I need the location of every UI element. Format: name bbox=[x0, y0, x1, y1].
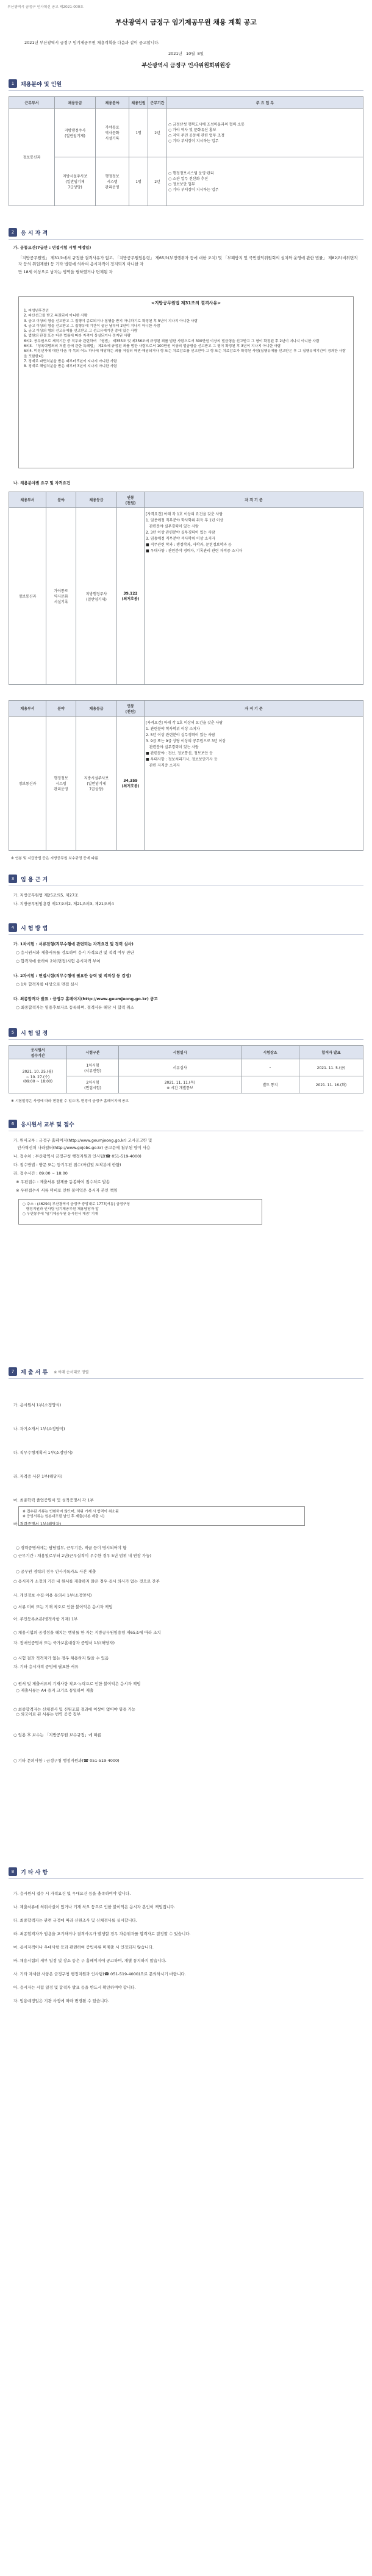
table-row bbox=[9, 508, 363, 685]
section-title: 채용분야 및 인원 bbox=[21, 81, 62, 88]
qualification-cell: [자격요건] 아래 각 1호 이상의 요건을 갖춘 사람 1. 임용예정 직무분야 학사학위 취득 후 1년 이상 관련분야 실무경력이 있는 사람 2. 3년 이상 관련분야 실무경력이 있는 사람 3. 임용예정 직무분야 석사학위 이상 소지자 ■ 직무관련 학과 : 행정학과, 사학과, 문헌정보학과 등 ■ 우대사항 : 관련분야 경력자, 기록관리 관련 자격증 소지자 bbox=[145, 508, 363, 685]
application-item: 라. 접수시간 : 09:00 ~ 18:00 bbox=[13, 1171, 68, 1176]
legal-basis-item: 나. 지방공무원임용령 제17조의2, 제21조의3, 제21조의4 bbox=[13, 901, 114, 906]
grade-cell: 지방행정주사 (일반임기제) bbox=[76, 508, 117, 685]
salary-cell: 34,359 (최저호봉) bbox=[117, 717, 145, 851]
col-header: 채용부서 bbox=[9, 701, 46, 717]
note-item: ○ 서류 미비 또는 기재 착오로 인한 불이익은 응시자 책임 bbox=[13, 1605, 113, 1609]
disqualification-item: 3. 금고 이상의 형을 선고받고 그 집행이 종료되거나 집행을 받지 아니하기로 확정된 후 5년이 지나지 아니한 사람 bbox=[24, 319, 198, 323]
additional-notes bbox=[13, 1534, 161, 1782]
exam-date-cell: 2021. 11. 11.(목) ※ 시간 개별통보 bbox=[119, 1076, 241, 1093]
salary-note: ※ 연봉 및 지급방법 등은 지방공무원 보수규정 등에 따름 bbox=[11, 857, 98, 860]
disqualification-item: 7. 징계로 파면처분을 받은 때부터 5년이 지나지 아니한 사람 bbox=[24, 359, 117, 363]
misc-item: 라. 최종합격자가 임용을 포기하거나 결격사유가 발생할 경우 차순위자를 합격자로 결정할 수 있습니다. bbox=[13, 1931, 191, 1936]
document-item: 바. 경력증명서 1부(해당자) bbox=[13, 1522, 62, 1526]
salary-cell: 39,122 (최저호봉) bbox=[117, 508, 145, 685]
section-title: 제 출 서 류 bbox=[21, 1369, 48, 1376]
exam-step: 다. 최종합격자 발표 : 금정구 홈페이지(http://www.geumjeong.go.kr) 공고 bbox=[13, 996, 158, 1001]
count-cell: 1명 bbox=[129, 109, 148, 157]
period-cell: 2년 bbox=[148, 109, 167, 157]
section-number: 5 bbox=[9, 1028, 17, 1037]
note-item: ○ 채용시험의 공정성을 해치는 행위를 한 자는 지방공무원임용령 제65조에 따라 조치 bbox=[13, 1630, 161, 1635]
duties-cell: ○ 금정산성 행복도시에 조성마을과의 협력·소통 ○ 가야 역사 및 문화유산 홍보 ○ 지역 주민 공동체 관련 업무 조정 ○ 기타 부서장이 지시하는 업무 bbox=[167, 109, 363, 157]
document-item: ○ 공무원 경력의 경우 인사기록카드 사본 제출 bbox=[13, 1569, 96, 1574]
disqualification-item: 6. 법원의 판결 또는 다른 법률에 따라 자격이 상실되거나 정지된 사람 bbox=[24, 334, 131, 338]
field-cell: 행정정보 시스템 관리운영 bbox=[46, 717, 76, 851]
note-item: ○ 시험 결과 적격자가 없는 경우 채용하지 않을 수 있음 bbox=[13, 1656, 109, 1661]
document-item: 나. 자기소개서 1부(소정양식) bbox=[13, 1426, 65, 1431]
exam-type-cell: 1차시험 (서류전형) bbox=[67, 1059, 119, 1076]
grade-cell: 지방시설주사보 (일반임기제 7급상당) bbox=[76, 717, 117, 851]
disqualification-item: 2. 파산선고를 받고 복권되지 아니한 사람 bbox=[24, 314, 88, 318]
misc-item: 다. 최종합격자는 관련 규정에 따라 신원조사 및 신체검사를 실시합니다. bbox=[13, 1918, 137, 1923]
col-header: 근무부서 bbox=[9, 97, 55, 109]
exam-detail: ○ 응시원서와 제출서류를 검토하여 응시 자격요건 및 적격 여부 판단 bbox=[13, 950, 134, 955]
section-3-header bbox=[9, 873, 48, 884]
exam-type-cell: 2차시험 (면접시험) bbox=[67, 1076, 119, 1093]
document-item: 자. 장애인증명서 또는 국가보훈대상자 증명서 1부(해당자) bbox=[13, 1640, 115, 1645]
document-warning-box bbox=[18, 1506, 305, 1526]
mailing-address-line: ○ 우편봉투에 '임기제공무원 응시원서 재중' 기재 bbox=[23, 1212, 98, 1217]
section-title: 임 용 근 거 bbox=[21, 876, 48, 883]
exam-detail: ○ 합격자에 한하여 2차(면접)시험 응시자격 부여 bbox=[13, 959, 101, 964]
misc-item: 마. 응시자격이나 우대사항 등과 관련하여 증빙서류 미제출 시 인정되지 않습니다. bbox=[13, 1945, 154, 1950]
field-cell: 행정정보 시스템 관리운영 bbox=[96, 157, 129, 206]
section-number: 2 bbox=[9, 228, 17, 237]
mailing-address-box bbox=[18, 1199, 262, 1225]
count-cell: 1명 bbox=[129, 157, 148, 206]
section-title: 기 타 사 항 bbox=[21, 1869, 48, 1876]
misc-item: 자. 임용예정일은 기관 사정에 따라 변경될 수 있습니다. bbox=[13, 1998, 109, 2003]
disqualification-title: <지방공무원법 제31조의 결격사유> bbox=[151, 301, 221, 306]
disqualification-item: 8. 징계로 해임처분을 받은 때부터 3년이 지나지 아니한 사람 bbox=[24, 365, 117, 369]
document-item: 마. 최종학력 졸업증명서 및 성적증명서 각 1부 bbox=[13, 1498, 94, 1503]
col-header: 연봉 (천원) bbox=[117, 701, 145, 717]
note-item: ○ 최종합격자는 신체검사 및 신원조회 결과에 이상이 없어야 임용 가능 bbox=[13, 1707, 136, 1712]
document-item: ○ 제출서류는 A4 용지 크기로 통일하여 제출 bbox=[13, 1688, 94, 1693]
disqualification-item: 6의3. 「성폭력범죄의 처벌 등에 관한 특례법」 제2조에 규정된 죄를 범한 사람으로서 100만원 이상의 벌금형을 선고받고 그 형이 확정된 후 3년이 지나지 아니한 사람 bbox=[24, 345, 281, 349]
requirement-item: 「지방공무원법」 제31조에서 규정한 결격사유가 없고, 「지방공무원임용령」 제65조(부정행위자 등에 대한 조치) 및 「부패방지 및 국민권익위원회의 설치와 운영에 관한 법률」 제82조(비위면직자 등의 취업제한) 등 기타 법령에 의하여 응시자격이 정지되지 아니한 자 bbox=[18, 256, 358, 267]
subsection-heading: 나. 채용분야별 요구 및 자격요건 bbox=[13, 481, 71, 485]
section-divider bbox=[9, 934, 363, 935]
document-item: 다. 직무수행계획서 1부(소정양식) bbox=[13, 1450, 73, 1455]
col-header: 채용등급 bbox=[55, 97, 96, 109]
section-title: 응 시 자 격 bbox=[21, 230, 48, 237]
note-item: ○ 근무기간 : 채용일로부터 2년(근무실적이 우수한 경우 5년 범위 내 연장 가능) bbox=[13, 1553, 152, 1558]
section-title: 시 험 방 법 bbox=[21, 925, 48, 932]
disqualification-box bbox=[18, 296, 354, 468]
section-number: 6 bbox=[9, 1120, 17, 1128]
disqualification-item: 4. 금고 이상의 형을 선고받고 그 집행유예 기간이 끝난 날부터 2년이 지나지 아니한 사람 bbox=[24, 324, 160, 328]
exam-step: 나. 2차시험 : 면접시험(직무수행에 필요한 능력 및 적격성 등 검정) bbox=[13, 973, 131, 978]
mailing-address-line: 행정지원과 인사팀 임기제공무원 채용담당자 앞 bbox=[23, 1208, 99, 1212]
intro-text: 2021년 부산광역시 금정구 임기제공무원 채용계획을 다음과 같이 공고합니다. bbox=[24, 40, 160, 45]
schedule-table bbox=[9, 1045, 363, 1093]
document-item: 라. 자격증 사본 1부(해당자) bbox=[13, 1474, 63, 1479]
exam-detail: ○ 1차 합격자를 대상으로 면접 실시 bbox=[13, 982, 78, 987]
col-header: 채용부서 bbox=[9, 492, 46, 508]
requirement-paragraph bbox=[18, 255, 360, 275]
qualification-table-2 bbox=[9, 700, 363, 851]
document-warning-line: ※ 증빙서류는 원본대조필 날인 후 제출(사본 제출 시) bbox=[23, 1515, 105, 1519]
misc-item: 사. 기타 자세한 사항은 금정구청 행정지원과 인사팀(☎ 051-519-4000)으로 문의하시기 바랍니다. bbox=[13, 1972, 186, 1977]
document-item: 사. 개인정보 수집·이용 동의서 1부(소정양식) bbox=[13, 1593, 92, 1598]
section-divider bbox=[9, 90, 363, 91]
exam-place-cell: - bbox=[241, 1059, 299, 1076]
table-row bbox=[9, 109, 363, 157]
section-7-header bbox=[9, 1366, 88, 1377]
section-number: 3 bbox=[9, 875, 17, 883]
col-header: 채용등급 bbox=[76, 701, 117, 717]
col-header: 응시원서 접수기간 bbox=[9, 1046, 67, 1059]
misc-item: 나. 제출서류에 허위사실이 있거나 기재 착오 등으로 인한 불이익은 응시자 본인이 책임집니다. bbox=[13, 1905, 176, 1909]
misc-item: 아. 응시자는 시험 일정 및 합격자 발표 등을 반드시 확인하여야 합니다. bbox=[13, 1985, 136, 1990]
disqualification-item: 6의2. 공무원으로 재직기간 중 직무와 관련하여 「형법」 제355조 및 제356조에 규정된 죄를 범한 사람으로서 300만원 이상의 벌금형을 선고받고 그 형이 확정된 후 2년이 지나지 아니한 사람 bbox=[24, 339, 320, 343]
application-item: 가. 원서교부 : 금정구 홈페이지(http://www.geumjeong.go.kr) 고시공고란 및 bbox=[13, 1138, 152, 1143]
section-title: 시 험 일 정 bbox=[21, 1030, 48, 1037]
col-header: 근무기간 bbox=[148, 97, 167, 109]
application-note: ※ 우편접수시 서류 미비로 인한 불이익은 응시자 본인 책임 bbox=[13, 1188, 118, 1193]
section-4-header bbox=[9, 922, 48, 933]
table-row bbox=[9, 1059, 363, 1076]
schedule-note: ※ 시험일정은 사정에 따라 변경될 수 있으며, 변경시 금정구 홈페이지에 공고 bbox=[11, 1100, 129, 1103]
col-header: 시험일시 bbox=[119, 1046, 241, 1059]
disqualification-item: 5. 금고 이상의 형의 선고유예를 선고받고 그 선고유예기간 중에 있는 사람 bbox=[24, 329, 138, 334]
misc-item: 가. 응시원서 접수 시 자격요건 및 우대요건 등을 충족하여야 합니다. bbox=[13, 1891, 131, 1896]
period-cell: 2년 bbox=[148, 157, 167, 206]
section-number: 7 bbox=[9, 1367, 17, 1376]
col-header: 연봉 (천원) bbox=[117, 492, 145, 508]
section-2-header bbox=[9, 227, 48, 238]
col-header: 합격자 발표 bbox=[299, 1046, 363, 1059]
exam-place-cell: 별도 통지 bbox=[241, 1076, 299, 1093]
application-item: 인사혁신처 나라일터(http://www.gojobs.go.kr) 공고문에 첨부된 양식 사용 bbox=[13, 1145, 151, 1150]
col-header: 자 격 기 준 bbox=[145, 492, 363, 508]
section-1-header bbox=[9, 78, 62, 89]
col-header: 자 격 기 준 bbox=[145, 701, 363, 717]
section-divider bbox=[9, 1039, 363, 1040]
document-title: 부산광역시 금정구 임기제공무원 채용 계획 공고 bbox=[115, 18, 257, 26]
application-note: ※ 우편접수 : 제출서류 일체를 동봉하여 접수처로 발송 bbox=[13, 1179, 110, 1184]
document-item: ○ 경력증명서에는 담당업무, 근무기간, 직급 등이 명시되어야 함 bbox=[13, 1545, 127, 1550]
table-row bbox=[9, 157, 363, 206]
section-number: 8 bbox=[9, 1867, 17, 1876]
misc-notes bbox=[13, 1887, 361, 2008]
section-5-header bbox=[9, 1027, 48, 1038]
recruitment-table bbox=[9, 96, 363, 206]
section-note: ※ 아래 순서대로 정렬 bbox=[54, 1370, 89, 1375]
application-item: 다. 접수방법 : 방문 또는 등기우편 접수(마감일 도착분에 한함) bbox=[13, 1162, 121, 1167]
section-divider bbox=[9, 1378, 363, 1379]
document-item: 차. 기타 응시자격 증빙에 필요한 서류 bbox=[13, 1664, 79, 1669]
duties-cell: ○ 행정정보시스템 운영·관리 ○ 소관 업무 전산화 추진 ○ 정보보안 업무 ○ 기타 부서장이 지시하는 업무 bbox=[167, 157, 363, 206]
col-header: 채용인원 bbox=[129, 97, 148, 109]
note-item: ○ 원서 및 제출서류의 기재사항 착오·누락으로 인한 불이익은 응시자 책임 bbox=[13, 1681, 141, 1686]
section-number: 1 bbox=[9, 79, 17, 88]
grade-cell: 지방시설주사보 (일반임기제 7급상당) bbox=[55, 157, 96, 206]
mailing-address-line: ○ 주소 : (46294) 부산광역시 금정구 중앙대로 1777(서동) 금정구청 bbox=[23, 1203, 130, 1206]
field-cell: 가야통로 역사문화 시설기록 bbox=[46, 508, 76, 685]
grade-cell: 지방행정주사 (일반임기제) bbox=[55, 109, 96, 157]
col-header: 채용분야 bbox=[96, 97, 129, 109]
document-item: ○ 외국어로 된 서류는 번역 공증 첨부 bbox=[13, 1712, 81, 1717]
col-header: 시험구분 bbox=[67, 1046, 119, 1059]
document-item: 가. 응시원서 1부(소정양식) bbox=[13, 1403, 62, 1408]
disqualification-item: 1. 피성년후견인 bbox=[24, 309, 49, 313]
section-8-header bbox=[9, 1866, 48, 1877]
note-item: ○ 응시자가 소정의 기간 내 원서를 제출하지 않은 경우 응시 의사가 없는 것으로 간주 bbox=[13, 1579, 160, 1584]
disqualification-item: 6의4. 미성년자에 대한 다음 각 목의 어느 하나에 해당하는 죄를 저질러 파면·해임되거나 형 또는 치료감호를 선고받아 그 형 또는 치료감호가 확정된 사람(집행유예를 선고받은 후 그 집행유예기간이 경과한 사람을 포함한다) bbox=[24, 349, 346, 359]
document-number: 부산광역시 금정구 인사혁신 공고 제2021-000호 bbox=[7, 5, 84, 9]
requirement-item: 만 18세 이상으로 남자는 병역을 필하였거나 면제된 자 bbox=[18, 270, 113, 274]
col-header: 시험장소 bbox=[241, 1046, 299, 1059]
note-item: ○ 임용 후 보수는 「지방공무원 보수규정」에 따름 bbox=[13, 1733, 102, 1737]
dept-cell: 정보통신과 bbox=[9, 109, 55, 206]
table-row bbox=[9, 717, 363, 851]
dept-cell: 정보통신과 bbox=[9, 717, 46, 851]
result-date-cell: 2021. 11. 5.(금) bbox=[299, 1059, 363, 1076]
section-title: 응시원서 교부 및 접수 bbox=[21, 1122, 74, 1128]
col-header: 주 요 업 무 bbox=[167, 97, 363, 109]
exam-detail: ○ 최종합격자는 임용후보자로 등록하며, 결격사유 해당 시 합격 취소 bbox=[13, 1005, 134, 1010]
field-cell: 가야통로 역사문화 시설기록 bbox=[96, 109, 129, 157]
section-divider bbox=[9, 239, 363, 240]
col-header: 분야 bbox=[46, 492, 76, 508]
note-item: ○ 기타 문의사항 : 금정구청 행정지원과(☎ 051-519-4000) bbox=[13, 1758, 120, 1763]
exam-step: 가. 1차시험 : 서류전형(직무수행에 관련되는 자격요건 및 경력 심사) bbox=[13, 942, 134, 946]
application-period-cell: 2021. 10. 25.(월) ~ 10. 27.(수) (09:00 ~ 18:00) bbox=[9, 1059, 67, 1093]
legal-basis-item: 가. 지방공무원법 제25조의5, 제27조 bbox=[13, 893, 79, 898]
section-number: 4 bbox=[9, 923, 17, 932]
misc-item: 바. 채용시험의 세부 일정 및 장소 등은 구 홈페이지에 공고하며, 개별 통지하지 않습니다. bbox=[13, 1958, 166, 1963]
document-item: 아. 주민등록초본(병적사항 기재) 1부 bbox=[13, 1617, 78, 1622]
document-warning-line: ※ 접수된 서류는 반환하지 않으며, 허위 기재 시 합격이 취소됨 bbox=[23, 1510, 119, 1514]
section-6-header bbox=[9, 1118, 74, 1129]
qualification-table-1 bbox=[9, 492, 363, 685]
issuer-name: 부산광역시 금정구 인사위원회위원장 bbox=[141, 63, 231, 69]
qualification-cell: [자격요건] 아래 각 1호 이상의 요건을 갖춘 사람 1. 관련분야 학사학위 이상 소지자 2. 5년 이상 관련분야 실무경력이 있는 사람 3. 9급 또는 9급 상당 이상의 공무원으로 3년 이상 관련분야 실무경력이 있는 사람 ■ 관련분야 : 전산, 정보통신, 정보보안 등 ■ 우대사항 : 정보처리기사, 정보보안기사 등 관련 자격증 소지자 bbox=[145, 717, 363, 851]
col-header: 분야 bbox=[46, 701, 76, 717]
application-item: 나. 접수처 : 부산광역시 금정구청 행정지원과 인사팀(☎ 051-519-4000) bbox=[13, 1154, 141, 1159]
exam-date-cell: 서류심사 bbox=[119, 1059, 241, 1076]
col-header: 채용등급 bbox=[76, 492, 117, 508]
announcement-date: 2021년 10월 8일 bbox=[168, 51, 204, 56]
dept-cell: 정보통신과 bbox=[9, 508, 46, 685]
result-date-cell: 2021. 11. 16.(화) bbox=[299, 1076, 363, 1093]
section-divider bbox=[9, 1878, 363, 1879]
subsection-heading: 가. 공통요건(7급만 : 면접시험 시행 예정일) bbox=[13, 245, 91, 250]
